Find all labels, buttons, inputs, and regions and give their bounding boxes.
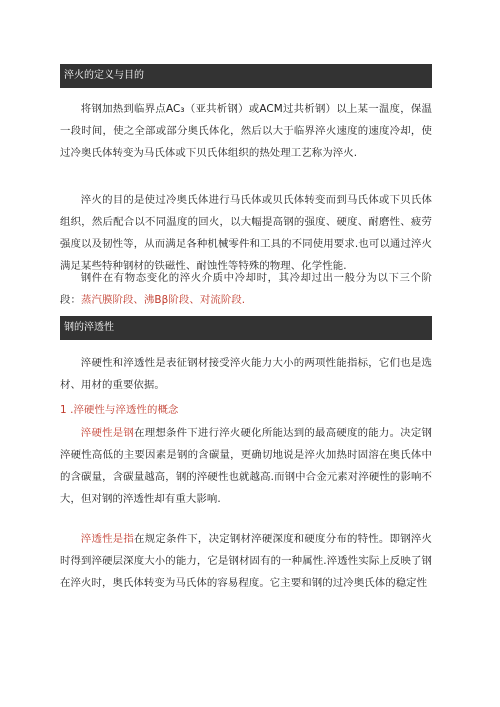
- cooling-stages-list: 蒸汽膜阶段、沸Bβ阶段、对流阶段.: [80, 294, 246, 306]
- section-title: 钢的淬透性: [64, 322, 114, 333]
- subheading-concepts: 1 .淬硬性与淬透性的概念: [60, 404, 179, 416]
- paragraph-definition: 将钢加热到临界点AC₃（亚共析钢）或ACM过共析钢）以上某一温度，保温一段时间，使之全部或部分奥氏体化，然后以大于临界淬火速度的速度冷却，使过冷奥氏体转变为马氏体或下贝氏体组织的热处理工艺称为淬火.: [60, 103, 432, 159]
- section-header-quenching: [60, 64, 432, 88]
- paragraph-cooling-stages: [60, 267, 432, 311]
- section-title: 淬火的定义与目的: [64, 70, 144, 81]
- hardness-text: 在理想条件下进行淬火硬化所能达到的最高硬度的能力。决定钢淬硬性高低的主要因素是钢的含碳量，更确切地说是淬火加热时固溶在奥氏体中的含碳量，含碳量越高，钢的淬硬性也就越高.而钢中合金元素对淬硬性的影响不大，但对钢的淬透性却有重大影响.: [60, 427, 433, 505]
- hardenability-text: 在规定条件下，决定钢材淬硬深度和硬度分布的特性。即钢淬火时得到淬硬层深度大小的能力，它是钢材固有的一种属性.淬透性实际上反映了钢在淬火时，奥氏体转变为马氏体的容易程度。它主要和钢的过冷奥氏体的稳定性: [60, 533, 433, 589]
- paragraph-hardenability-intro: 淬硬性和淬透性是表征钢材接受淬火能力大小的两项性能指标，它们也是选材、用材的重要依据。: [60, 357, 432, 391]
- term-hardness: 淬硬性是钢: [80, 427, 135, 439]
- cooling-stages-intro: 钢件在有物态变化的淬火介质中冷却时，其冷却过出一般分为以下三个阶段：: [60, 272, 432, 306]
- paragraph-hardness: [60, 422, 432, 510]
- paragraph-hardenability: [60, 528, 432, 594]
- paragraph-purpose: 淬火的目的是使过冷奥氏体进行马氏体或贝氏体转变而到马氏体或下贝氏体组织，然后配合以不同温度的回火，以大幅提高钢的强度、硬度、耐磨性、疲劳强度以及韧性等，从而满足各种机械零件和工具的不同使用要求.也可以通过淬火满足某些特种钢材的铁磁性、耐蚀性等特殊的物理、化学性能.: [60, 194, 432, 272]
- section-header-hardenability: [60, 316, 432, 340]
- term-hardenability: 淬透性是指: [80, 533, 135, 545]
